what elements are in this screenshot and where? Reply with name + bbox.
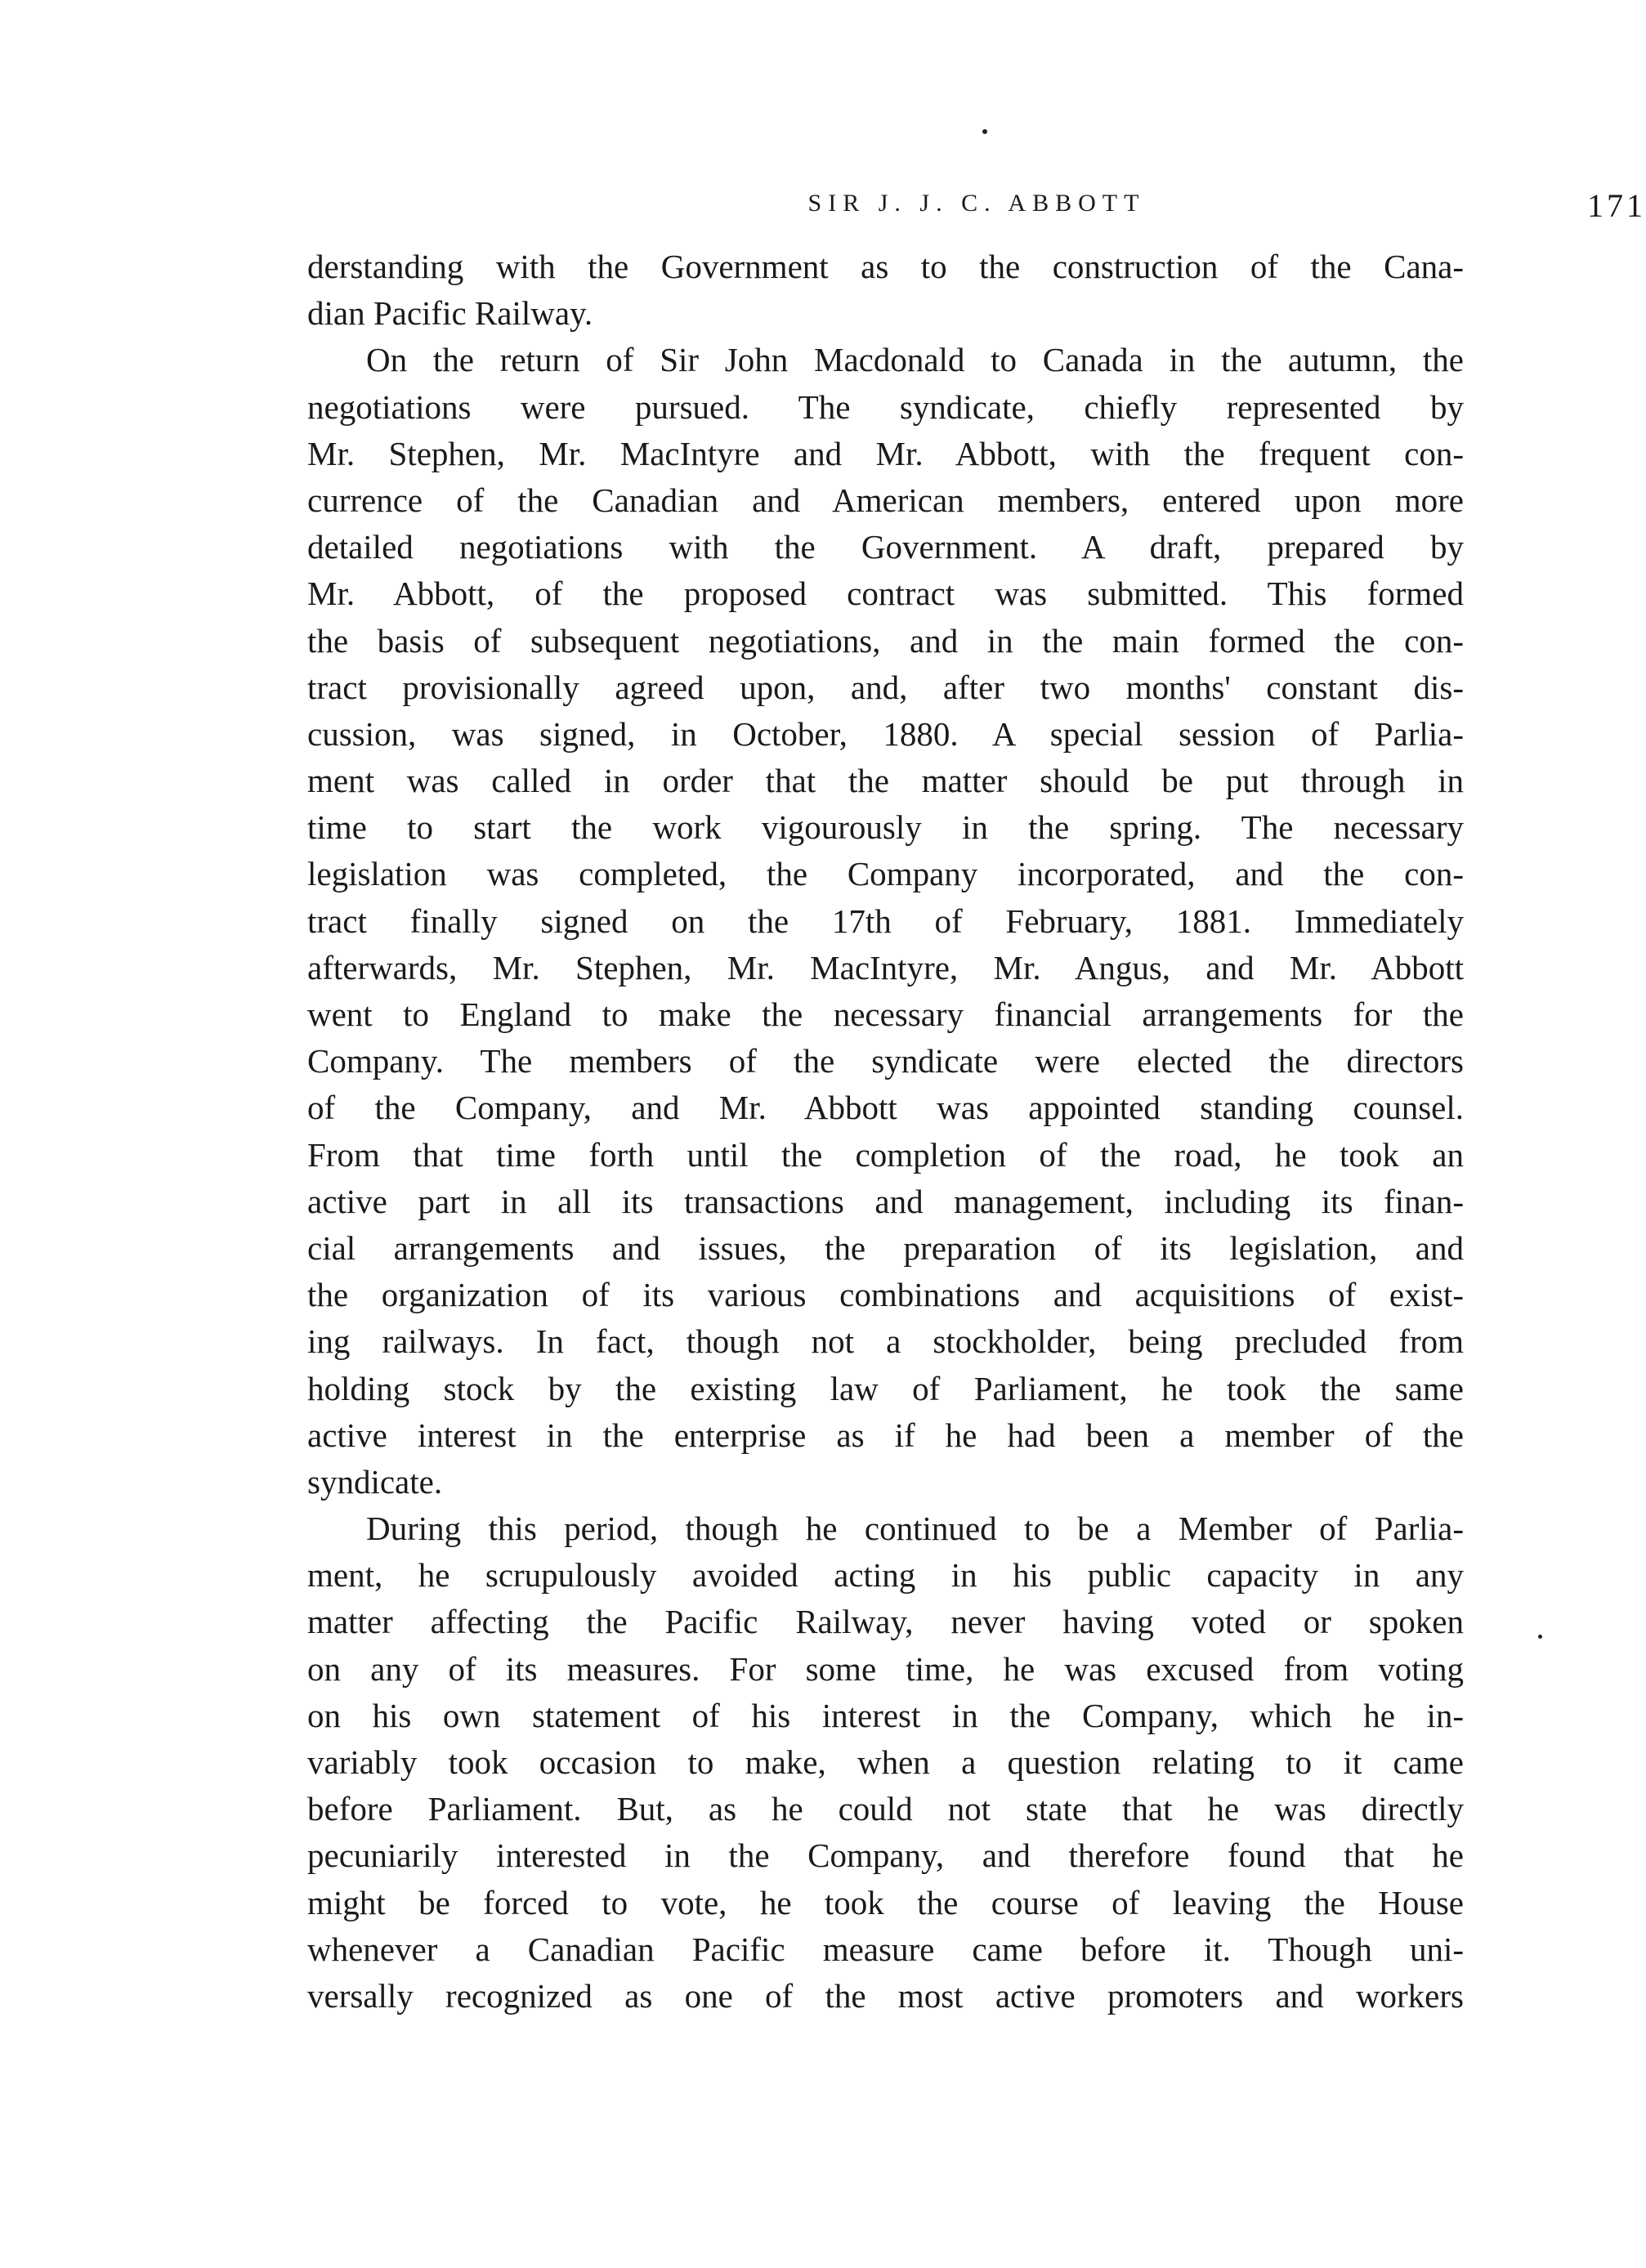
- text-line: of the Company, and Mr. Abbott was appointed standing counsel.: [307, 1089, 1464, 1127]
- text-line: whenever a Canadian Pacific measure came before it. Though uni-: [307, 1930, 1464, 1968]
- text-line: the organization of its various combinations and acquisitions of exist-: [307, 1276, 1464, 1314]
- text-line: syndicate.: [307, 1462, 443, 1501]
- text-line: might be forced to vote, he took the course of leaving the House: [307, 1883, 1464, 1921]
- text-line: From that time forth until the completion of the road, he took an: [307, 1135, 1464, 1174]
- text-line: tract provisionally agreed upon, and, after two months' constant dis-: [307, 668, 1464, 706]
- text-line: active interest in the enterprise as if he had been a member of the: [307, 1416, 1464, 1454]
- text-line: Mr. Stephen, Mr. MacIntyre and Mr. Abbott, with the frequent con-: [307, 434, 1464, 472]
- text-line: variably took occasion to make, when a question relating to it came: [307, 1743, 1464, 1781]
- text-line: holding stock by the existing law of Parliament, he took the same: [307, 1369, 1464, 1407]
- text-line: ment was called in order that the matter should be put through in: [307, 762, 1464, 800]
- text-line: Company. The members of the syndicate were elected the directors: [307, 1042, 1464, 1080]
- text-line: afterwards, Mr. Stephen, Mr. MacIntyre, Mr. Angus, and Mr. Abbott: [307, 948, 1464, 986]
- running-title: SIR J. J. C. ABBOTT: [807, 190, 1146, 217]
- text-line: versally recognized as one of the most active promoters and workers: [307, 1976, 1464, 2015]
- text-line: currence of the Canadian and American members, entered upon more: [307, 481, 1464, 519]
- text-line: cial arrangements and issues, the preparation of its legislation, and: [307, 1228, 1464, 1267]
- stray-ink-mark: [982, 129, 987, 134]
- text-line: matter affecting the Pacific Railway, never having voted or spoken: [307, 1603, 1464, 1641]
- text-line: During this period, though he continued to be a Member of Parlia-: [366, 1510, 1464, 1548]
- text-line: negotiations were pursued. The syndicate, chiefly represented by: [307, 387, 1464, 426]
- text-line: detailed negotiations with the Government. A draft, prepared by: [307, 528, 1464, 566]
- text-line: on any of its measures. For some time, he was excused from voting: [307, 1649, 1464, 1688]
- text-line: cussion, was signed, in October, 1880. A special session of Parlia-: [307, 714, 1464, 753]
- text-line: went to England to make the necessary financial arrangements for the: [307, 995, 1464, 1033]
- text-line: ment, he scrupulously avoided acting in his public capacity in any: [307, 1556, 1464, 1595]
- body-text: [307, 244, 1464, 2020]
- text-line: the basis of subsequent negotiations, and in the main formed the con-: [307, 621, 1464, 660]
- running-header: [307, 187, 1646, 230]
- text-line: legislation was completed, the Company incorporated, and the con-: [307, 855, 1464, 893]
- text-line: derstanding with the Government as to the construction of the Cana-: [307, 248, 1464, 285]
- text-line: ing railways. In fact, though not a stockholder, being precluded from: [307, 1322, 1464, 1361]
- stray-ink-mark: [1538, 1635, 1542, 1639]
- text-line: on his own statement of his interest in the Company, which he in-: [307, 1696, 1464, 1734]
- page-number: 171: [1587, 187, 1646, 224]
- text-line: pecuniarily interested in the Company, and therefore found that he: [307, 1836, 1464, 1875]
- text-line: Mr. Abbott, of the proposed contract was submitted. This formed: [307, 575, 1464, 613]
- text-line: tract finally signed on the 17th of February, 1881. Immediately: [307, 901, 1464, 940]
- text-line: On the return of Sir John Macdonald to Canada in the autumn, the: [366, 341, 1464, 379]
- text-line: before Parliament. But, as he could not state that he was directly: [307, 1790, 1464, 1828]
- text-line: dian Pacific Railway.: [307, 294, 593, 333]
- text-line: active part in all its transactions and management, including its finan-: [307, 1182, 1464, 1220]
- text-line: time to start the work vigourously in the spring. The necessary: [307, 808, 1464, 847]
